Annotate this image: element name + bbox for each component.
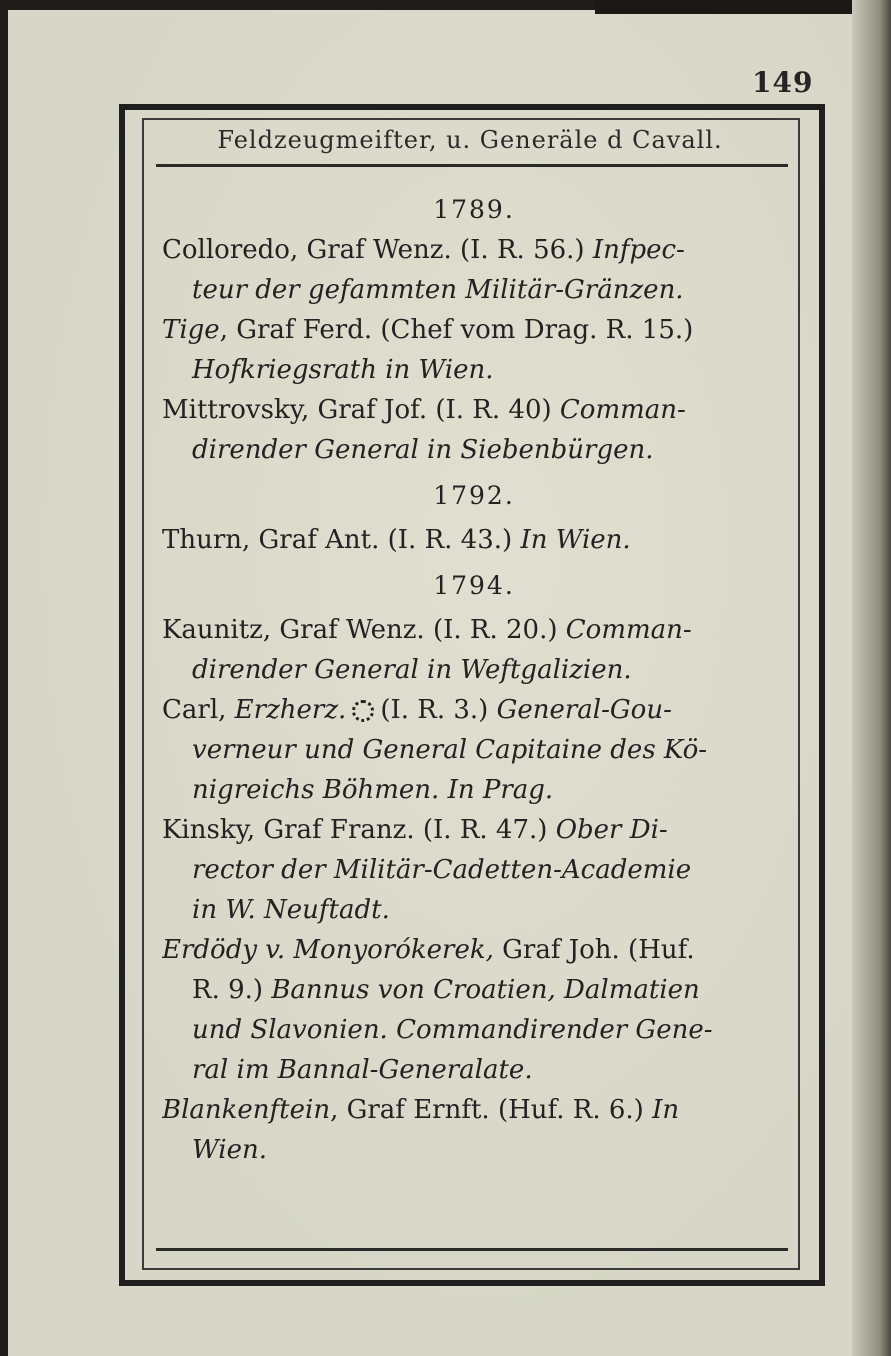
- register-entry: [162, 930, 786, 1090]
- right-page-edge: [852, 0, 891, 1356]
- italic-text: Erdödy v. Monyorókerek,: [162, 935, 494, 965]
- entry-first-line: [162, 310, 786, 350]
- roman-text: , Graf Ernft. (Huf. R. 6.): [330, 1095, 653, 1125]
- footer-rule: [156, 1248, 788, 1251]
- italic-text: dirender General in Weftgalizien.: [192, 655, 632, 685]
- register-entry: [162, 310, 786, 390]
- roman-text: (I. R. 3.): [380, 695, 497, 725]
- italic-text: rector der Militär-Cadetten-Academie: [192, 855, 692, 885]
- scan-background: [595, 0, 891, 14]
- italic-text: verneur und General Capitaine des Kö-: [192, 735, 708, 765]
- italic-text: ral im Bannal-Generalate.: [192, 1055, 533, 1085]
- roman-text: Carl,: [162, 695, 235, 725]
- order-star-icon: [352, 700, 374, 722]
- entry-first-line: [162, 610, 786, 650]
- italic-text: General-Gou-: [496, 695, 672, 725]
- italic-text: Tige: [162, 315, 220, 345]
- register-entry: [162, 690, 786, 810]
- header-rule: [156, 164, 788, 167]
- entry-continuation-line: [162, 1010, 786, 1050]
- entry-first-line: [162, 690, 786, 730]
- entry-continuation-line: [162, 1050, 786, 1090]
- italic-text: Comman-: [559, 395, 686, 425]
- entry-first-line: [162, 930, 786, 970]
- register-entry: [162, 1090, 786, 1170]
- italic-text: Hofkriegsrath in Wien.: [192, 355, 494, 385]
- italic-text: und Slavonien. Commandirender Gene-: [192, 1015, 713, 1045]
- entry-continuation-line: [162, 850, 786, 890]
- entry-continuation-line: [162, 1130, 786, 1170]
- entry-continuation-line: [162, 270, 786, 310]
- register-content: [162, 190, 786, 1170]
- italic-text: In Wien.: [520, 525, 631, 555]
- entry-continuation-line: [162, 730, 786, 770]
- italic-text: nigreichs Böhmen. In Prag.: [192, 775, 554, 805]
- roman-text: , Graf Ferd. (Chef vom Drag. R. 15.): [219, 315, 694, 345]
- year-heading: 1789.: [433, 195, 515, 224]
- entry-first-line: [162, 1090, 786, 1130]
- italic-text: Erzherz.: [234, 695, 347, 725]
- roman-text: Kaunitz, Graf Wenz. (I. R. 20.): [162, 615, 566, 645]
- year-heading: 1792.: [433, 481, 515, 510]
- register-entry: [162, 810, 786, 930]
- roman-text: Kinsky, Graf Franz. (I. R. 47.): [162, 815, 556, 845]
- entry-continuation-line: [162, 770, 786, 810]
- entry-continuation-line: [162, 890, 786, 930]
- italic-text: In: [652, 1095, 680, 1125]
- entry-first-line: [162, 390, 786, 430]
- italic-text: Blankenftein: [162, 1095, 331, 1125]
- entry-continuation-line: [162, 430, 786, 470]
- roman-text: Thurn, Graf Ant. (I. R. 43.): [162, 525, 521, 555]
- italic-text: in W. Neuftadt.: [192, 895, 390, 925]
- running-head: Feldzeugmeifter, u. Generäle d Cavall.: [217, 126, 723, 154]
- page-number: 149: [752, 66, 814, 99]
- register-entry: [162, 610, 786, 690]
- roman-text: Mittrovsky, Graf Jof. (I. R. 40): [162, 395, 560, 425]
- register-entry: [162, 230, 786, 310]
- entry-continuation-line: [162, 650, 786, 690]
- entry-continuation-line: [162, 350, 786, 390]
- italic-text: Wien.: [192, 1135, 267, 1165]
- entry-first-line: [162, 810, 786, 850]
- italic-text: dirender General in Siebenbürgen.: [192, 435, 654, 465]
- entry-first-line: [162, 520, 786, 560]
- roman-text: Graf Joh. (Huf.: [493, 935, 695, 965]
- entry-continuation-line: [162, 970, 786, 1010]
- year-heading: 1794.: [433, 571, 515, 600]
- register-entry: [162, 520, 786, 560]
- italic-text: Ober Di-: [555, 815, 668, 845]
- italic-text: teur der gefammten Militär-Gränzen.: [192, 275, 684, 305]
- roman-text: Colloredo, Graf Wenz. (I. R. 56.): [162, 235, 593, 265]
- register-entry: [162, 390, 786, 470]
- roman-text: R. 9.): [192, 975, 272, 1005]
- italic-text: Infpec-: [592, 235, 685, 265]
- italic-text: Comman-: [565, 615, 692, 645]
- entry-first-line: [162, 230, 786, 270]
- italic-text: Bannus von Croatien, Dalmatien: [271, 975, 700, 1005]
